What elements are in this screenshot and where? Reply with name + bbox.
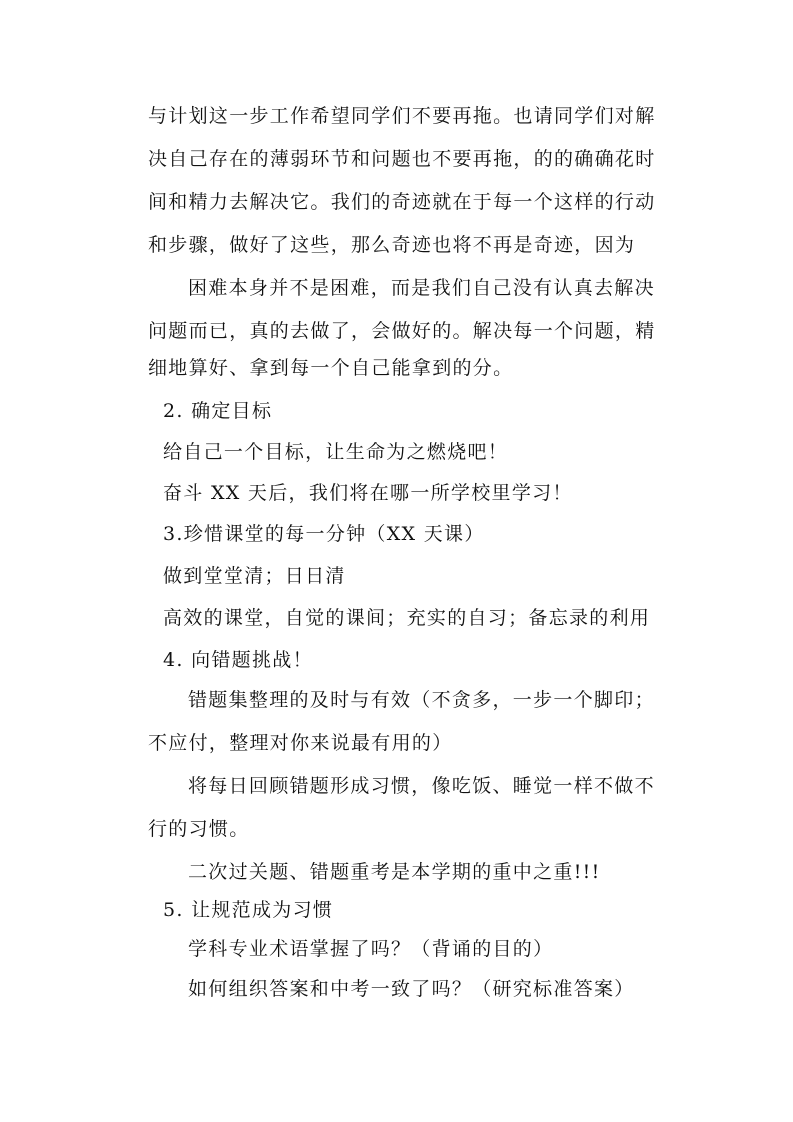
paragraph-line: 错题集整理的及时与有效（不贪多，一步一个脚印； xyxy=(188,689,655,711)
paragraph-line: 二次过关题、错题重考是本学期的重中之重!!! xyxy=(188,861,601,883)
paragraph-line: 学科专业术语掌握了吗？（背诵的目的） xyxy=(188,938,554,960)
paragraph-line: 将每日回顾错题形成习惯，像吃饭、睡觉一样不做不 xyxy=(188,775,655,797)
paragraph-line: 奋斗 XX 天后，我们将在哪一所学校里学习！ xyxy=(163,482,573,504)
section-heading: 3.珍惜课堂的每一分钟（XX 天课） xyxy=(163,523,485,545)
paragraph-line: 间和精力去解决它。我们的奇迹就在于每一个这样的行动 xyxy=(148,191,656,213)
paragraph-line: 不应付，整理对你来说最有用的） xyxy=(148,732,453,754)
section-heading: 4. 向错题挑战！ xyxy=(163,649,313,671)
paragraph-line: 与计划这一步工作希望同学们不要再拖。也请同学们对解 xyxy=(148,105,656,127)
paragraph-line: 困难本身并不是困难，而是我们自己没有认真去解决 xyxy=(188,277,655,299)
paragraph-line: 决自己存在的薄弱环节和问题也不要再拖，的的确确花时 xyxy=(148,148,656,170)
paragraph-line: 行的习惯。 xyxy=(148,818,250,840)
section-heading: 2. 确定目标 xyxy=(163,400,273,422)
section-heading: 5. 让规范成为习惯 xyxy=(163,899,334,921)
paragraph-line: 和步骤，做好了这些，那么奇迹也将不再是奇迹，因为 xyxy=(148,234,636,256)
paragraph-line: 高效的课堂，自觉的课间；充实的自习；备忘录的利用 xyxy=(163,607,651,629)
paragraph-line: 如何组织答案和中考一致了吗？（研究标准答案） xyxy=(188,978,635,1000)
paragraph-line: 做到堂堂清；日日清 xyxy=(163,565,346,587)
paragraph-line: 给自己一个目标，让生命为之燃烧吧！ xyxy=(163,441,509,463)
paragraph-line: 问题而已，真的去做了，会做好的。解决每一个问题，精 xyxy=(148,320,656,342)
paragraph-line: 细地算好、拿到每一个自己能拿到的分。 xyxy=(148,357,514,379)
